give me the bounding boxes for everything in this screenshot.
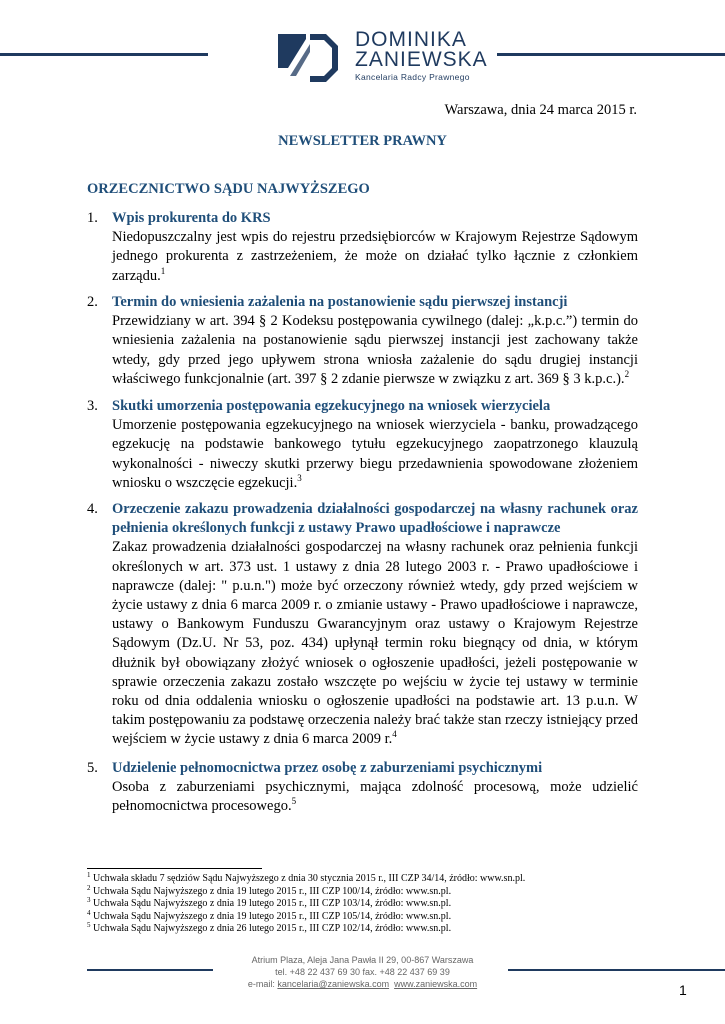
logo-line3: Kancelaria Radcy Prawnego bbox=[355, 72, 470, 82]
item-body: Zakaz prowadzenia działalności gospodarczej na własny rachunek oraz pełnienia funkcji określonych w art. 373 ust. 1 ustawy z dnia 28 lutego 2003 r. - Prawo upadłościowe i naprawcze (dalej: " p.u.n.") może być orzeczony również wtedy, gdy przed wejściem w życie ustawy z dnia 6 marca 2009 r. o zmianie ustawy - Prawo upadłościowe i naprawcze, ustawy o Bankowym Funduszu Gwarancyjnym oraz ustawy o Krajowym Rejestrze Sądowym (Dz.U. Nr 53, poz. 434) upłynął termin roku biegnący od dnia, w którym dłużnik był obowiązany złożyć wniosek o ogłoszenie upadłości, jeżeli postępowanie w sprawie orzeczenia zakazu zostało wszczęte po wejściu w życie tej ustawy w terminie roku od dnia oddalenia wniosku o ogłoszenie upadłości na podstawie art. 13 p.u.n. W takim postępowaniu za podstawę orzeczenia należy brać także stan rzeczy istniejący przed wejściem w życie ustawy z dnia 6 marca 2009 r.$^4$ bbox=[112, 539, 638, 748]
item-number: 1. bbox=[87, 210, 98, 226]
item-body: Przewidziany w art. 394 § 2 Kodeksu postępowania cywilnego (dalej: „k.p.c.”) termin do wniesienia zażalenia na postanowienie sądu pierwszej instancji jest zachowany także wtedy, gdy przed jego upływem strona wniosła zażalenie do sądu drugiej instancji właściwego funkcjonalnie (art. 397 § 2 zdanie pierwsze w związku z art. 369 § 3 k.p.c.).$^2$ bbox=[112, 313, 638, 387]
footnote-ref: 1 bbox=[160, 265, 166, 276]
item-heading: Termin do wniesienia zażalenia na postanowienie sądu pierwszej instancji bbox=[112, 294, 568, 310]
section-heading: ORZECZNICTWO SĄDU NAJWYŻSZEGO bbox=[87, 181, 370, 197]
item-body: Osoba z zaburzeniami psychicznymi, mająca zdolność procesową, może udzielić pełnomocnictwa procesowego.$^5$ bbox=[112, 779, 638, 815]
document-title: NEWSLETTER PRAWNY bbox=[278, 133, 447, 149]
item-number: 3. bbox=[87, 398, 98, 414]
footnotes bbox=[87, 873, 525, 936]
item-number: 5. bbox=[87, 760, 98, 776]
logo-line2: ZANIEWSKA bbox=[355, 48, 488, 71]
footer-contact: e-mail: kancelaria@zaniewska.com www.zaniewska.com bbox=[247, 979, 478, 989]
logo-line1: DOMINIKA bbox=[355, 28, 467, 51]
footnote-ref: 3 bbox=[297, 472, 302, 483]
list-item bbox=[87, 397, 638, 493]
list-item bbox=[87, 759, 638, 817]
footnote-separator bbox=[87, 868, 262, 869]
item-heading: Skutki umorzenia postępowania egzekucyjnego na wniosek wierzyciela bbox=[112, 398, 551, 414]
list-item bbox=[87, 209, 638, 286]
footnote: $^4$ Uchwała Sądu Najwyższego z dnia 19 lutego 2015 r., III CZP 105/14, źródło: www.sn.pl. bbox=[87, 908, 452, 922]
item-heading: Orzeczenie zakazu prowadzenia działalności gospodarczej na własny rachunek oraz pełnienia określonych funkcji z ustawy Prawo upadłościowe i naprawcze bbox=[112, 501, 638, 537]
item-number: 2. bbox=[87, 294, 98, 310]
document-date: Warszawa, dnia 24 marca 2015 r. bbox=[444, 102, 637, 118]
footer-phone: tel. +48 22 437 69 30 fax. +48 22 437 69 39 bbox=[275, 967, 450, 977]
list-item bbox=[87, 293, 638, 389]
footnote: $^1$ Uchwała składu 7 sędziów Sądu Najwyższego z dnia 30 stycznia 2015 r., III CZP 34/14, źródło: www.sn.pl. bbox=[87, 871, 526, 884]
header-line-right bbox=[497, 53, 725, 56]
item-number: 4. bbox=[87, 501, 98, 517]
item-body: Umorzenie postępowania egzekucyjnego na wniosek wierzyciela - banku, prowadzącego egzekucję na podstawie bankowego tytułu egzekucyjnego zaopatrzonego klauzulą wykonalności - niweczy skutki przerwy biegu przedawnienia spowodowane złożeniem wniosku o wszczęcie egzekucji.$^3$ bbox=[112, 417, 638, 491]
header-line-left bbox=[0, 53, 208, 56]
list-item bbox=[87, 500, 638, 750]
footnote-ref: 2 bbox=[624, 368, 630, 379]
footnote: $^5$ Uchwała Sądu Najwyższego z dnia 26 lutego 2015 r., III CZP 102/14, źródło: www.sn.pl. bbox=[87, 921, 452, 934]
item-heading: Wpis prokurenta do KRS bbox=[112, 210, 271, 226]
logo-icon bbox=[276, 30, 356, 86]
website-link[interactable]: www.zaniewska.com bbox=[394, 979, 478, 989]
footnote: $^3$ Uchwała Sądu Najwyższego z dnia 19 lutego 2015 r., III CZP 103/14, źródło: www.sn.pl. bbox=[87, 896, 452, 909]
footer-address: Atrium Plaza, Aleja Jana Pawła II 29, 00-867 Warszawa bbox=[251, 955, 474, 965]
page-number: 1 bbox=[679, 982, 687, 998]
item-body: Niedopuszczalny jest wpis do rejestru przedsiębiorców w Krajowym Rejestrze Sądowym jednego prokurenta z zastrzeżeniem, że może on działać tylko łącznie z członkiem zarządu.$^1$ bbox=[112, 229, 638, 284]
item-heading: Udzielenie pełnomocnictwa przez osobę z zaburzeniami psychicznymi bbox=[112, 760, 543, 776]
logo-text bbox=[355, 30, 488, 82]
footnote-ref: 5 bbox=[291, 796, 297, 807]
email-link[interactable]: kancelaria@zaniewska.com bbox=[277, 979, 390, 989]
footnote-ref: 4 bbox=[392, 729, 397, 740]
footnote: $^2$ Uchwała Sądu Najwyższego z dnia 19 lutego 2015 r., III CZP 100/14, źródło: www.sn.pl. bbox=[87, 883, 452, 897]
page-footer bbox=[0, 954, 725, 990]
